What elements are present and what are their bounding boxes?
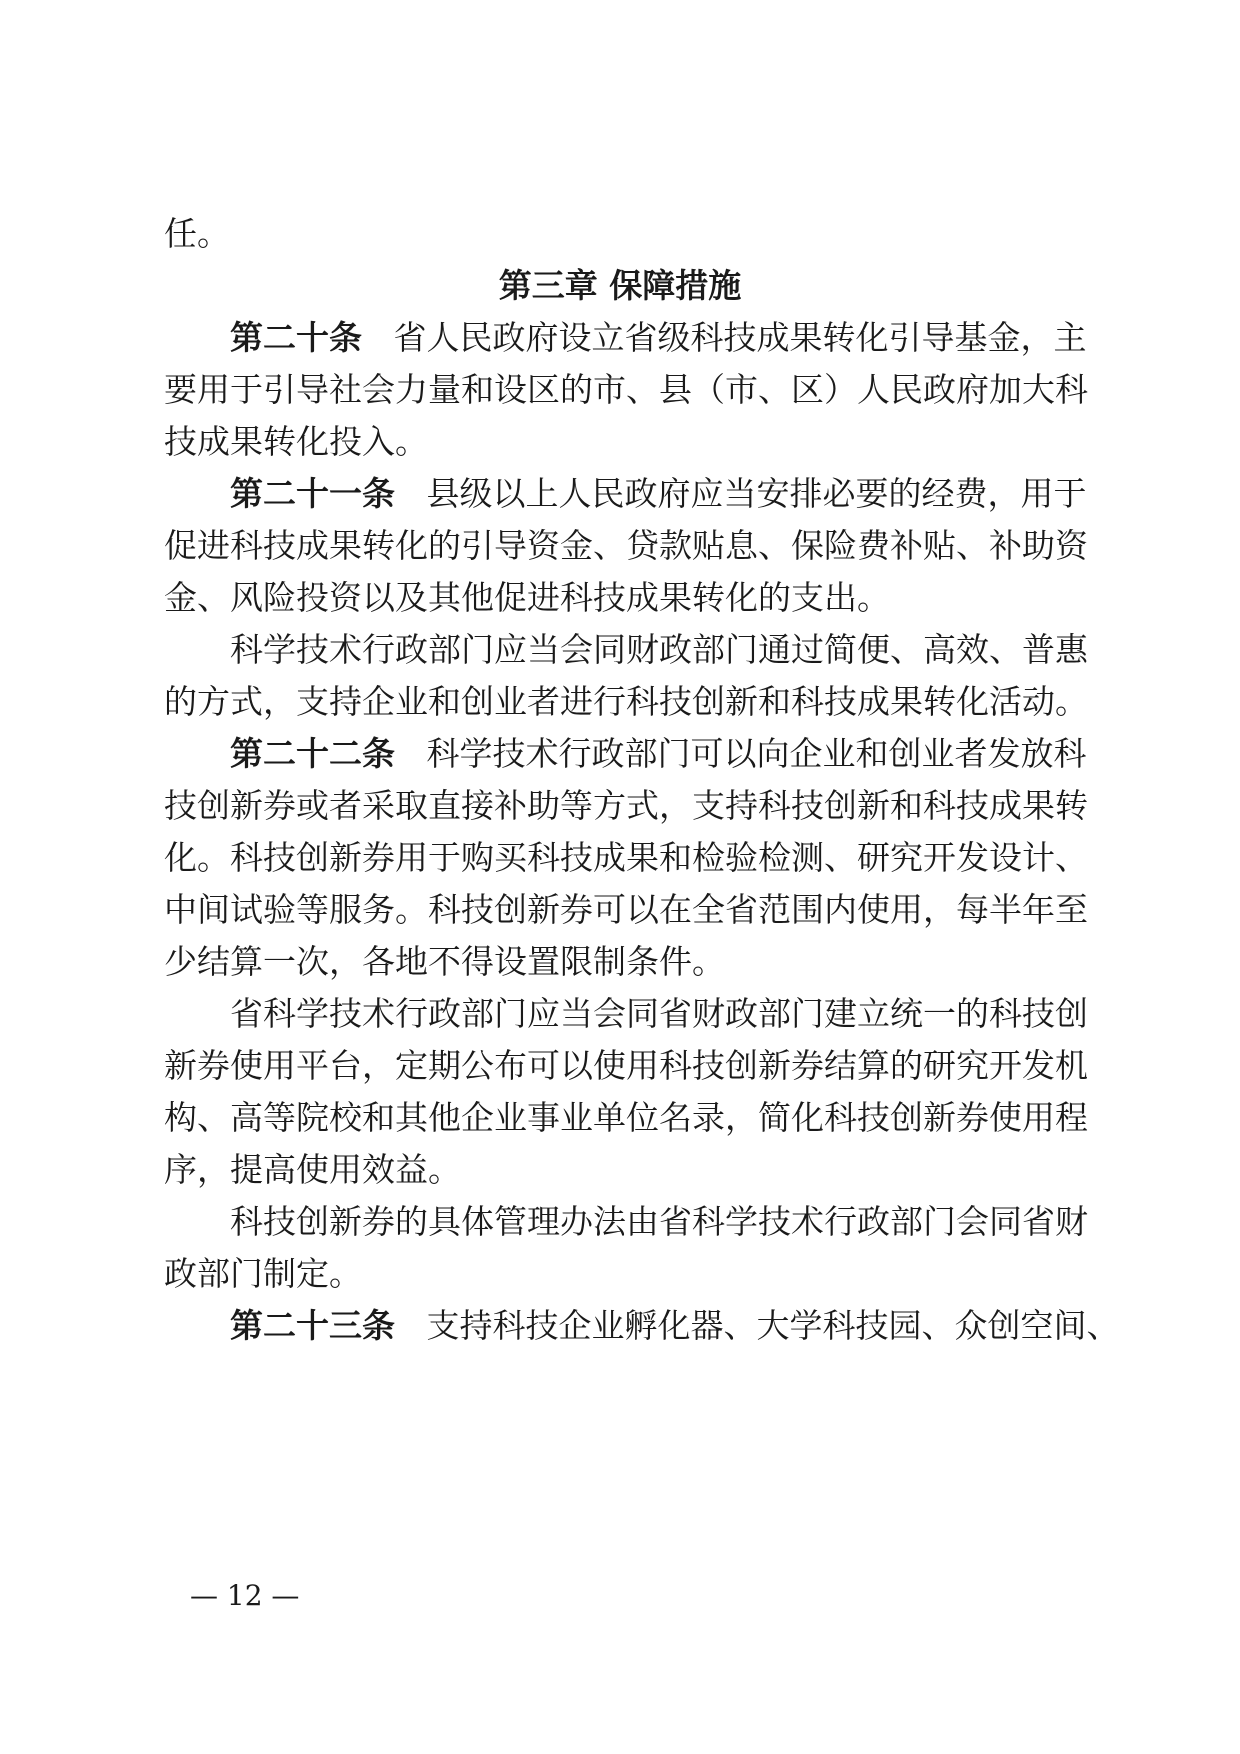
text-line: 促进科技成果转化的引导资金、贷款贴息、保险费补贴、补助资 (164, 526, 1088, 565)
text-line: 序，提高使用效益。 (164, 1150, 461, 1189)
text-line: 新券使用平台，定期公布可以使用科技创新券结算的研究开发机 (164, 1046, 1088, 1085)
paragraph-line (230, 1306, 1120, 1346)
text-line: 化。科技创新券用于购买科技成果和检验检测、研究开发设计、 (164, 838, 1088, 877)
text-line: 任。 (164, 214, 230, 253)
text-line: 少结算一次，各地不得设置限制条件。 (164, 942, 725, 981)
article-text: 县级以上人民政府应当安排必要的经费，用于 (426, 474, 1087, 513)
paragraph-line (230, 734, 1087, 774)
text-line: 科技创新券的具体管理办法由省科学技术行政部门会同省财 (230, 1202, 1088, 1241)
text-line: 技创新券或者采取直接补助等方式，支持科技创新和科技成果转 (164, 786, 1088, 825)
article-number: 第二十条 (230, 318, 362, 357)
chapter-heading: 第三章 保障措施 (498, 266, 742, 305)
article-number: 第二十三条 (230, 1306, 395, 1345)
paragraph-line (230, 474, 1087, 514)
article-number: 第二十二条 (230, 734, 395, 773)
text-line: 政部门制定。 (164, 1254, 362, 1293)
article-text: 科学技术行政部门可以向企业和创业者发放科 (426, 734, 1087, 773)
page-number: — 12 — (190, 1579, 300, 1612)
article-text: 省人民政府设立省级科技成果转化引导基金，主 (393, 318, 1087, 357)
article-number: 第二十一条 (230, 474, 395, 513)
text-line: 省科学技术行政部门应当会同省财政部门建立统一的科技创 (230, 994, 1088, 1033)
text-line: 的方式，支持企业和创业者进行科技创新和科技成果转化活动。 (164, 682, 1088, 721)
text-line: 金、风险投资以及其他促进科技成果转化的支出。 (164, 578, 890, 617)
text-line: 科学技术行政部门应当会同财政部门通过简便、高效、普惠 (230, 630, 1088, 669)
text-line: 技成果转化投入。 (164, 422, 428, 461)
text-line: 构、高等院校和其他企业事业单位名录，简化科技创新券使用程 (164, 1098, 1088, 1137)
text-line: 要用于引导社会力量和设区的市、县（市、区）人民政府加大科 (164, 370, 1088, 409)
article-text: 支持科技企业孵化器、大学科技园、众创空间、 (426, 1306, 1120, 1345)
paragraph-line (230, 318, 1087, 358)
text-line: 中间试验等服务。科技创新券可以在全省范围内使用，每半年至 (164, 890, 1088, 929)
